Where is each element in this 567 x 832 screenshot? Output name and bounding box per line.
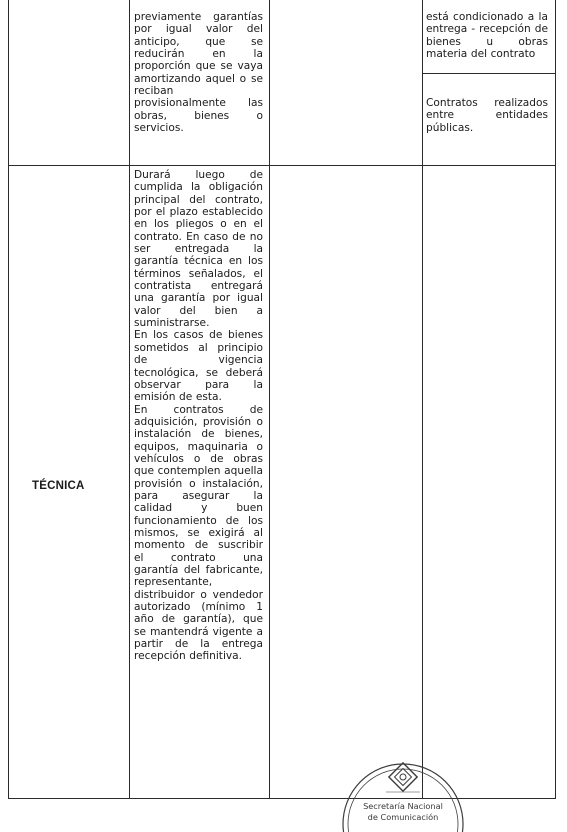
seal-text-line1: Secretaría Nacional <box>363 801 443 811</box>
anticipo-description-text: previamente garantías por igual valor del anticipo, que se reducirán en la proporción que se vaya amortizando aquel o se reciban provisionalmente las obras, bienes o servicios. <box>134 11 263 135</box>
table-border-right <box>555 0 556 798</box>
tecnica-paragraph-3: En contratos de adquisición, provisión o instalación de bienes, equipos, maquinaria o vehículos o de obras que contemplen aquella provisión o instalación, para asegurar la calidad y buen funcionamiento de los mismos, se exigirá al momento de suscribir el contrato una garantía del fabricante, representante, distribuidor o vendedor autorizado (mínimo 1 año de garantía), que se mantendrá vigente a partir de la entrega recepción definitiva. <box>134 403 263 663</box>
seal-text-line2: de Comunicación <box>367 812 439 822</box>
tecnica-label: TÉCNICA <box>32 480 85 492</box>
row-divider <box>8 165 556 166</box>
table-border-left <box>8 0 9 798</box>
table-border-bottom <box>8 798 556 799</box>
public-entities-cell <box>426 97 548 134</box>
table-column-divider-3 <box>422 0 423 798</box>
public-entities-text: Contratos realizados entre entidades públicas. <box>426 97 548 134</box>
subcell-divider <box>422 73 556 74</box>
anticipo-description-cell <box>134 11 263 134</box>
condition-text: está condicionado a la entrega - recepción de bienes u obras materia del contrato <box>426 11 548 61</box>
table-column-divider-1 <box>129 0 130 798</box>
tecnica-description-cell <box>134 169 263 663</box>
official-seal-stamp <box>340 752 466 832</box>
tecnica-paragraph-1: Durará luego de cumplida la obligación principal del contrato, por el plazo establecido en los pliegos o en el contrato. En caso de no ser entregada la garantía técnica en los términos señalados, el contratista entregará una garantía por igual valor del bien a suministrarse. <box>134 169 263 330</box>
tecnica-paragraph-2: En los casos de bienes sometidos al principio de vigencia tecnológica, se deberá observar para la emisión de esta. <box>134 329 263 404</box>
table-column-divider-2 <box>269 0 270 798</box>
condition-cell <box>426 11 548 60</box>
